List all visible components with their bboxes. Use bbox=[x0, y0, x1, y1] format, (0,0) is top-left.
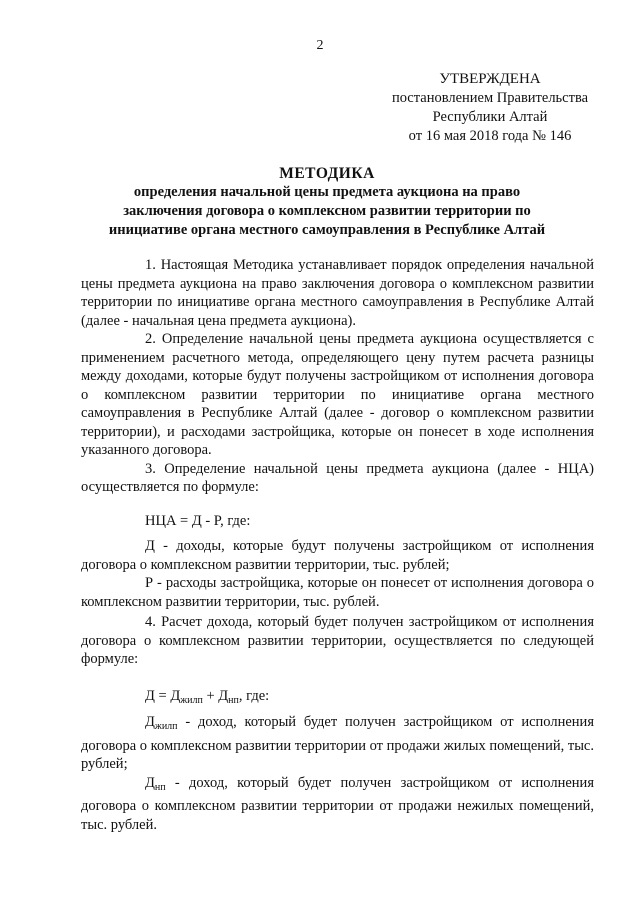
paragraph-2: 2. Определение начальной цены предмета аукциона осуществляется с применением расчетного метода, определяющего цену путем расчета разницы между доходами, которые будут получены застройщиком от исполнения договора о комплексном развитии территории по инициативе органа местного самоуправления в Республике Алтай (далее - договор о комплексном развитии территории), и расходами застройщика, которые он понесет в ходе исполнения указанного договора. bbox=[81, 331, 594, 458]
paragraph-1: 1. Настоящая Методика устанавливает порядок определения начальной цены предмета аукциона на право заключения договора о комплексном развитии территории по инициативе органа местного самоуправления в Республике Алтай (далее - начальная цена предмета аукциона). bbox=[81, 257, 594, 329]
definitions-2 bbox=[81, 713, 594, 834]
formula-nca: НЦА = Д - Р, где: bbox=[145, 513, 251, 529]
definition-dzhilp bbox=[81, 713, 594, 774]
formula-income-mid: + Д bbox=[202, 688, 229, 704]
formula-income-lhs: Д = Д bbox=[145, 688, 181, 704]
title-main: МЕТОДИКА bbox=[279, 165, 375, 182]
formula-income-sub-2: нп bbox=[228, 695, 239, 706]
approval-stamp bbox=[380, 70, 600, 146]
page-number: 2 bbox=[316, 38, 324, 53]
approval-line-4: от 16 мая 2018 года № 146 bbox=[408, 128, 572, 144]
document-title bbox=[92, 164, 562, 240]
paragraph-3: 3. Определение начальной цены предмета аукциона (далее - НЦА) осуществляется по формуле: bbox=[81, 460, 594, 495]
section-1-3 bbox=[81, 256, 594, 497]
definition-r: Р - расходы застройщика, которые он понесет от исполнения договора о комплексном развитии территории, тыс. рублей. bbox=[81, 575, 594, 610]
definition-dzhilp-text: - доход, который будет получен застройщиком от исполнения договора о комплексном развитии территории от продажи жилых помещений, тыс. рублей; bbox=[81, 714, 594, 772]
title-line-1: определения начальной цены предмета аукциона на право bbox=[133, 184, 521, 200]
definition-dnp-symbol: Д bbox=[145, 774, 155, 791]
definition-dzhilp-sub: жилп bbox=[154, 721, 178, 732]
approval-line-2: постановлением Правительства bbox=[391, 90, 589, 106]
definition-d: Д - доходы, которые будут получены застройщиком от исполнения договора о комплексном развитии территории, тыс. рублей; bbox=[81, 538, 594, 573]
formula-income-sub-1: жилп bbox=[180, 695, 203, 706]
definition-dnp-text: - доход, который будет получен застройщиком от исполнения договора о комплексном развитии территории от продажи нежилых помещений, тыс. рублей. bbox=[81, 774, 594, 833]
section-4 bbox=[81, 613, 594, 669]
formula-income bbox=[145, 688, 269, 706]
definition-dzhilp-symbol: Д bbox=[145, 714, 155, 730]
definition-dnp bbox=[81, 774, 594, 835]
approval-line-3: Республики Алтай bbox=[432, 109, 548, 125]
paragraph-4: 4. Расчет дохода, который будет получен застройщиком от исполнения договора о комплексном развитии территории, осуществляется по следующей формуле: bbox=[81, 614, 594, 667]
formula-income-tail: , где: bbox=[238, 688, 270, 704]
definitions-1 bbox=[81, 537, 594, 611]
definition-dnp-sub: нп bbox=[154, 781, 166, 793]
title-line-2: заключения договора о комплексном развитии территории по bbox=[123, 203, 531, 219]
approval-line-1: УТВЕРЖДЕНА bbox=[439, 71, 541, 87]
title-line-3: инициативе органа местного самоуправления в Республике Алтай bbox=[108, 222, 546, 238]
